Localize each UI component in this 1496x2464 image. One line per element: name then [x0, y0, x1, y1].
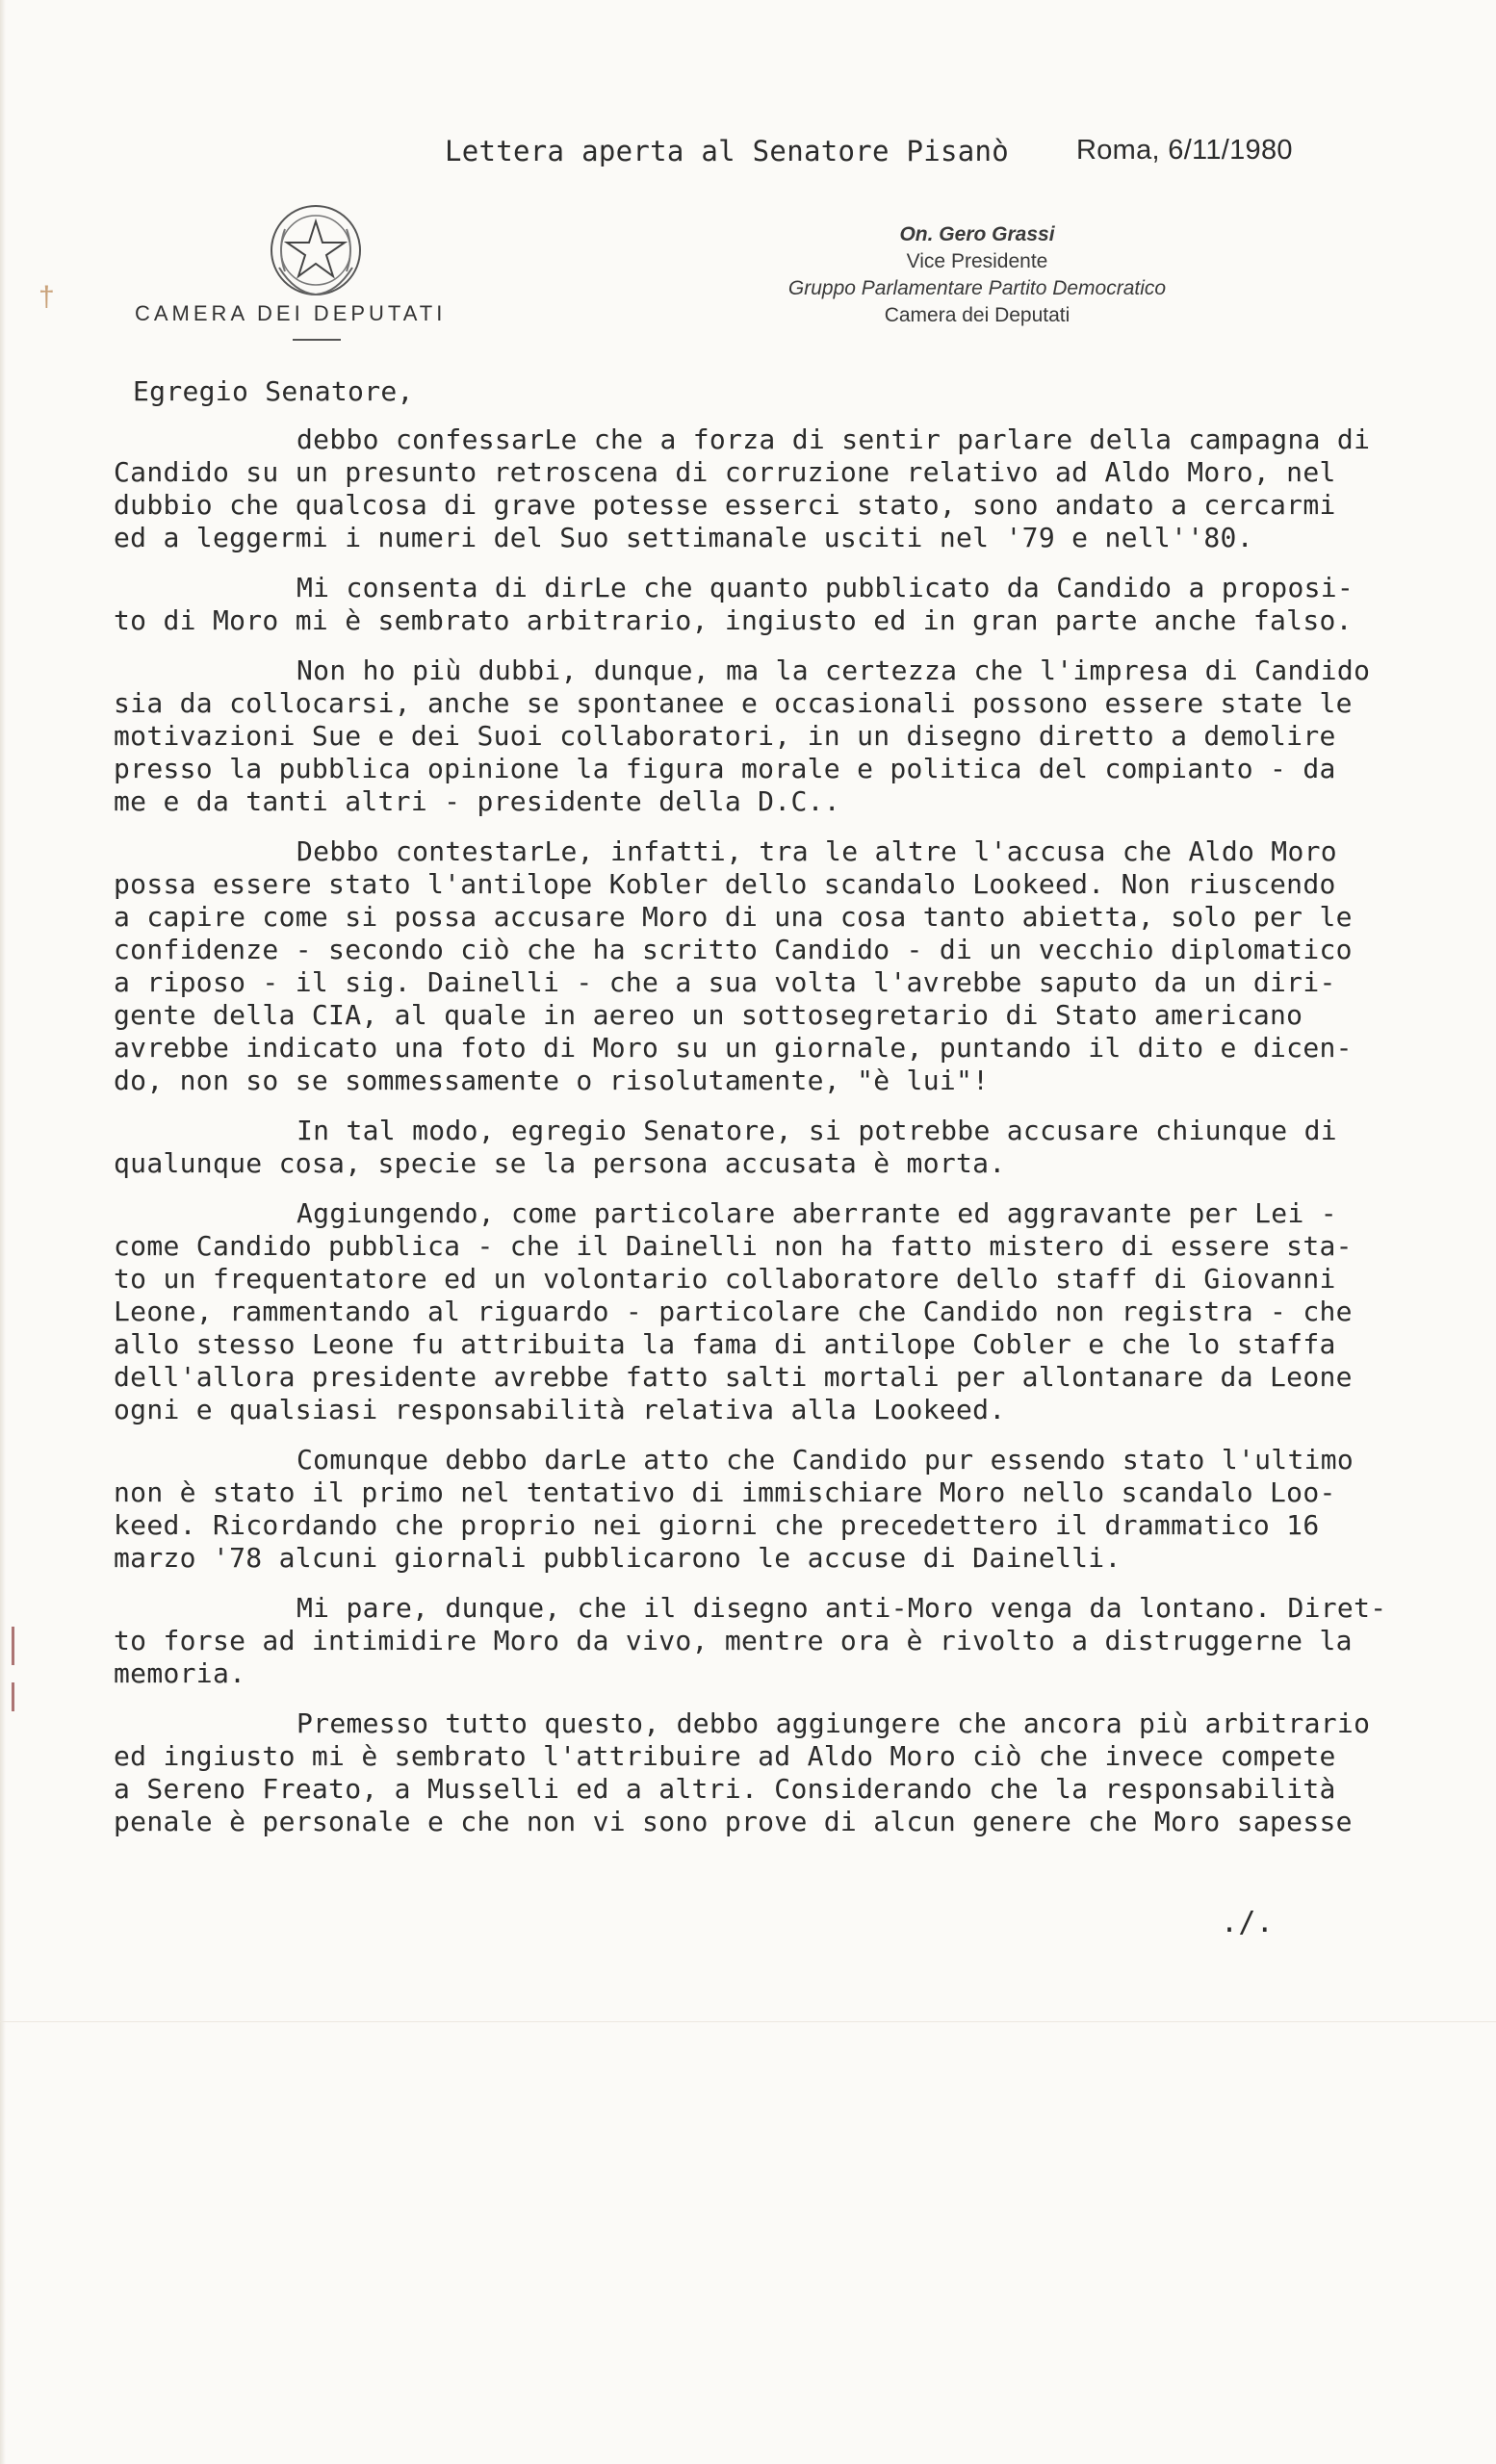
paragraph-line: penale è personale e che non vi sono prove di alcun genere che Moro sapesse — [114, 1806, 1353, 1837]
paragraph-line: memoria. — [114, 1657, 246, 1689]
letterhead-rule — [293, 339, 341, 341]
stamp-chamber: Camera dei Deputati — [884, 304, 1070, 326]
paragraph-line: do, non so se sommessamente o risolutamente, "è lui"! — [114, 1065, 990, 1096]
paragraph-line: In tal modo, egregio Senatore, si potrebbe accusare chiunque di — [297, 1115, 1337, 1146]
paragraph-line: Non ho più dubbi, dunque, ma la certezza che l'impresa di Candido — [297, 654, 1371, 686]
letterhead-chamber-name: CAMERA DEI DEPUTATI — [135, 301, 447, 325]
paragraph-line: a riposo - il sig. Dainelli - che a sua volta l'avrebbe saputo da un diri- — [114, 966, 1336, 998]
letter-paragraph — [114, 1115, 1423, 1180]
paragraph-line: ed a leggermi i numeri del Suo settimanale usciti nel '79 e nell''80. — [114, 522, 1253, 553]
paragraph-line: to forse ad intimidire Moro da vivo, mentre ora è rivolto a distruggerne la — [114, 1625, 1353, 1656]
letter-paragraph — [114, 1444, 1423, 1575]
deputy-stamp — [751, 221, 1203, 329]
margin-pencil-mark — [12, 1627, 14, 1665]
letter-paragraph — [114, 1197, 1423, 1426]
page-edge-shadow — [0, 0, 6, 2464]
paragraph-line: a Sereno Freato, a Musselli ed a altri. Considerando che la responsabilità — [114, 1773, 1336, 1805]
margin-annotation-mark: † — [39, 281, 55, 313]
stamp-group: Gruppo Parlamentare Partito Democratico — [787, 277, 1167, 299]
letter-paragraph — [114, 424, 1423, 554]
paragraph-line: presso la pubblica opinione la figura morale e politica del compianto - da — [114, 753, 1336, 784]
paragraph-line: a capire come si possa accusare Moro di una cosa tanto abietta, solo per le — [114, 901, 1353, 933]
paragraph-line: me e da tanti altri - presidente della D.C.. — [114, 785, 840, 817]
paragraph-line: avrebbe indicato una foto di Moro su un giornale, puntando il dito e dicen- — [114, 1032, 1353, 1064]
page-fold-line — [0, 2021, 1496, 2022]
letter-paragraph — [114, 1707, 1423, 1838]
stamp-role: Vice Presidente — [906, 250, 1048, 272]
letter-body — [114, 424, 1423, 1856]
letter-date: Roma, 6/11/1980 — [1076, 135, 1293, 166]
paragraph-line: Mi consenta di dirLe che quanto pubblicato da Candido a proposi- — [297, 572, 1354, 603]
paragraph-line: ogni e qualsiasi responsabilità relativa alla Lookeed. — [114, 1394, 1006, 1425]
letter-paragraph — [114, 654, 1423, 818]
margin-pencil-mark — [12, 1682, 14, 1711]
paragraph-line: to un frequentatore ed un volontario collaboratore dello staff di Giovanni — [114, 1263, 1336, 1295]
paragraph-line: Comunque debbo darLe atto che Candido pur essendo stato l'ultimo — [297, 1444, 1354, 1476]
paragraph-line: marzo '78 alcuni giornali pubblicarono le accuse di Dainelli. — [114, 1542, 1122, 1574]
paragraph-line: Mi pare, dunque, che il disegno anti-Moro venga da lontano. Diret- — [297, 1592, 1387, 1624]
paragraph-line: non è stato il primo nel tentativo di immischiare Moro nello scandalo Loo- — [114, 1476, 1336, 1508]
paragraph-line: Leone, rammentando al riguardo - particolare che Candido non registra - che — [114, 1296, 1353, 1327]
paragraph-line: dell'allora presidente avrebbe fatto salti mortali per allontanare da Leone — [114, 1361, 1353, 1393]
stamp-name: On. Gero Grassi — [899, 223, 1055, 245]
paragraph-line: confidenze - secondo ciò che ha scritto Candido - di un vecchio diplomatico — [114, 934, 1353, 965]
continuation-mark: ./. — [1221, 1906, 1275, 1939]
letter-paragraph — [114, 572, 1423, 637]
paragraph-line: Debbo contestarLe, infatti, tra le altre l'accusa che Aldo Moro — [297, 835, 1337, 867]
paragraph-line: qualunque cosa, specie se la persona accusata è morta. — [114, 1147, 1006, 1179]
paragraph-line: possa essere stato l'antilope Kobler dello scandalo Lookeed. Non riuscendo — [114, 868, 1336, 900]
paragraph-line: ed ingiusto mi è sembrato l'attribuire ad Aldo Moro ciò che invece compete — [114, 1740, 1336, 1772]
paragraph-line: to di Moro mi è sembrato arbitrario, ingiusto ed in gran parte anche falso. — [114, 604, 1353, 636]
paragraph-line: Aggiungendo, come particolare aberrante ed aggravante per Lei - — [297, 1197, 1337, 1229]
paragraph-line: Premesso tutto questo, debbo aggiungere che ancora più arbitrario — [297, 1707, 1371, 1739]
paragraph-line: sia da collocarsi, anche se spontanee e occasionali possono essere state le — [114, 687, 1353, 719]
paragraph-line: gente della CIA, al quale in aereo un sottosegretario di Stato americano — [114, 999, 1303, 1031]
letter-title: Lettera aperta al Senatore Pisanò — [445, 135, 1010, 167]
paragraph-line: keed. Ricordando che proprio nei giorni che precedettero il drammatico 16 — [114, 1509, 1320, 1541]
italian-republic-emblem-icon — [266, 200, 366, 300]
paragraph-line: allo stesso Leone fu attribuita la fama di antilope Cobler e che lo staffa — [114, 1328, 1336, 1360]
paragraph-line: dubbio che qualcosa di grave potesse esserci stato, sono andato a cercarmi — [114, 489, 1336, 521]
paragraph-line: debbo confessarLe che a forza di sentir parlare della campagna di — [297, 424, 1371, 455]
letter-paragraph — [114, 835, 1423, 1097]
paragraph-line: Candido su un presunto retroscena di corruzione relativo ad Aldo Moro, nel — [114, 456, 1336, 488]
paragraph-line: motivazioni Sue e dei Suoi collaboratori, in un disegno diretto a demolire — [114, 720, 1336, 752]
salutation: Egregio Senatore, — [133, 375, 414, 407]
paragraph-line: come Candido pubblica - che il Dainelli non ha fatto mistero di essere sta- — [114, 1230, 1353, 1262]
letter-paragraph — [114, 1592, 1423, 1690]
